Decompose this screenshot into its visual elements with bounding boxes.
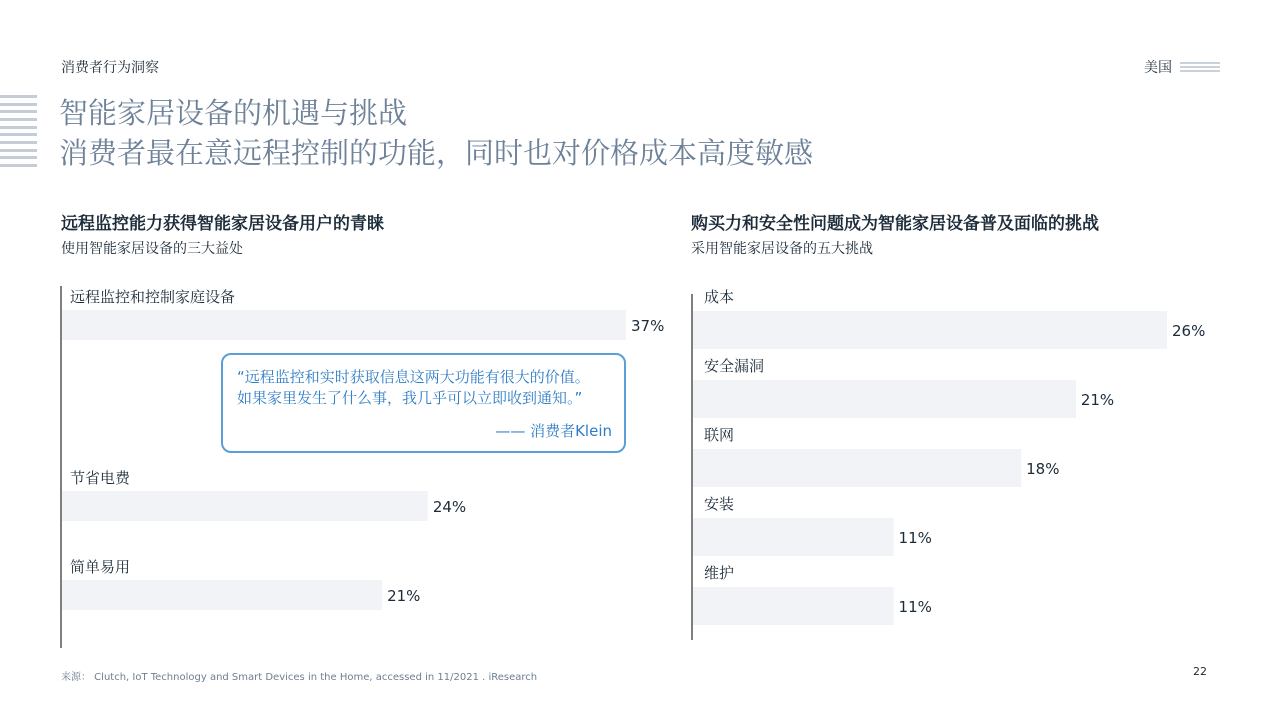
- right-chart-subtitle: 采用智能家居设备的五大挑战: [691, 241, 873, 257]
- category-label: 节省电费: [70, 469, 131, 487]
- value-label: 18%: [1026, 460, 1060, 478]
- quote-line-1: “远程监控和实时获取信息这两大功能有很大的价值。: [237, 368, 590, 386]
- category-label: 维护: [704, 564, 735, 582]
- category-label: 远程监控和控制家庭设备: [70, 288, 236, 306]
- page-number: 22: [1193, 665, 1207, 678]
- category-label: 联网: [704, 426, 735, 444]
- left-chart-title: 远程监控能力获得智能家居设备用户的青睐: [61, 214, 384, 234]
- value-label: 24%: [432, 498, 467, 516]
- value-label: 11%: [898, 529, 932, 547]
- bar: [693, 587, 894, 625]
- bar: [693, 518, 894, 556]
- headline-line-2: 消费者最在意远程控制的功能，同时也对价格成本高度敏感: [59, 136, 814, 170]
- value-label: 37%: [631, 317, 665, 335]
- bar: [693, 311, 1167, 349]
- bar: [693, 449, 1021, 487]
- bar: [693, 380, 1076, 418]
- category-label: 安装: [704, 495, 735, 513]
- left-chart-subtitle: 使用智能家居设备的三大益处: [61, 241, 243, 257]
- value-label: 11%: [898, 598, 932, 616]
- value-label: 21%: [387, 587, 421, 605]
- value-label: 21%: [1080, 391, 1115, 409]
- quote-attribution: —— 消费者Klein: [495, 422, 612, 440]
- right-chart-title: 购买力和安全性问题成为智能家居设备普及面临的挑战: [691, 214, 1099, 234]
- source-note: 来源： Clutch, IoT Technology and Smart Devices in the Home, accessed in 11/2021 . iResearch: [61, 672, 538, 683]
- headline-line-1: 智能家居设备的机遇与挑战: [59, 96, 408, 130]
- category-label: 成本: [704, 288, 735, 306]
- category-label: 安全漏洞: [704, 357, 765, 375]
- category-label: 简单易用: [70, 558, 131, 576]
- value-label: 26%: [1172, 322, 1206, 340]
- consumer-quote-box: [221, 353, 626, 453]
- quote-line-2: 如果家里发生了什么事，我几乎可以立即收到通知。”: [237, 389, 583, 407]
- section-tag: 消费者行为洞察: [61, 60, 159, 76]
- region-text: 美国: [1144, 60, 1172, 76]
